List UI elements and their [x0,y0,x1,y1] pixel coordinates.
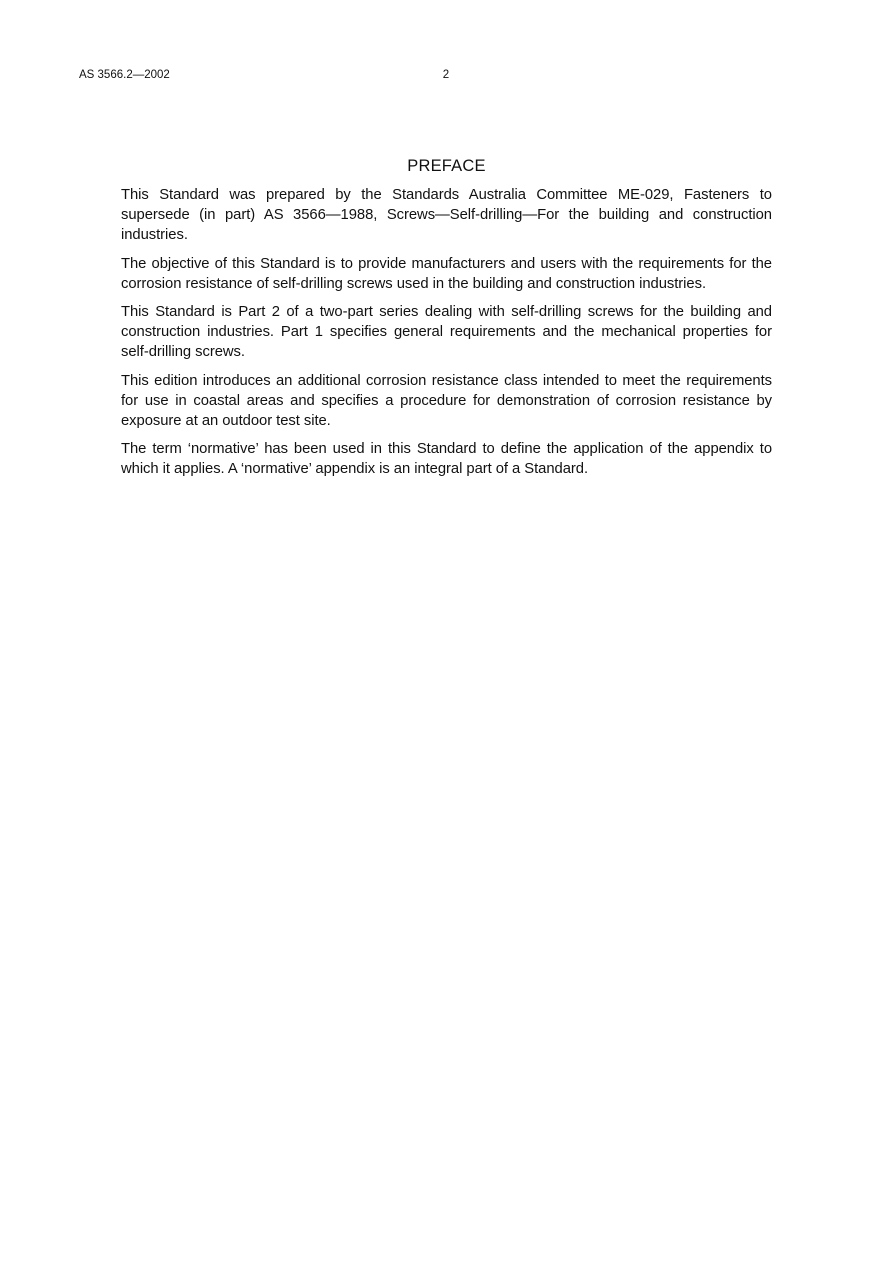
preface-title: PREFACE [407,157,486,175]
preface-paragraph-4: This edition introduces an additional corrosion resistance class intended to meet the requirements for use in coastal areas and specifies a procedure for demonstration of corrosion resistance by exposure at an outdoor test site. [121,372,772,430]
document-id: AS 3566.2—2002 [79,69,170,81]
preface-paragraph-3: This Standard is Part 2 of a two-part series dealing with self-drilling screws for the building and construction industries. Part 1 specifies general requirements and the mechanical properties for self-drilling screws. [121,304,772,361]
preface-paragraph-2: The objective of this Standard is to provide manufacturers and users with the requirements for the corrosion resistance of self-drilling screws used in the building and construction industries. [121,255,772,292]
preface-paragraph-1: This Standard was prepared by the Standards Australia Committee ME-029, Fasteners to supersede (in part) AS 3566—1988, Screws—Self-drilling—For the building and construction industries. [121,187,772,244]
running-header [0,68,892,84]
page-number: 2 [442,69,450,81]
preface-paragraph-5: The term ‘normative’ has been used in this Standard to define the application of the appendix to which it applies. A ‘normative’ appendix is an integral part of a Standard. [121,441,772,478]
preface-section [121,156,772,488]
